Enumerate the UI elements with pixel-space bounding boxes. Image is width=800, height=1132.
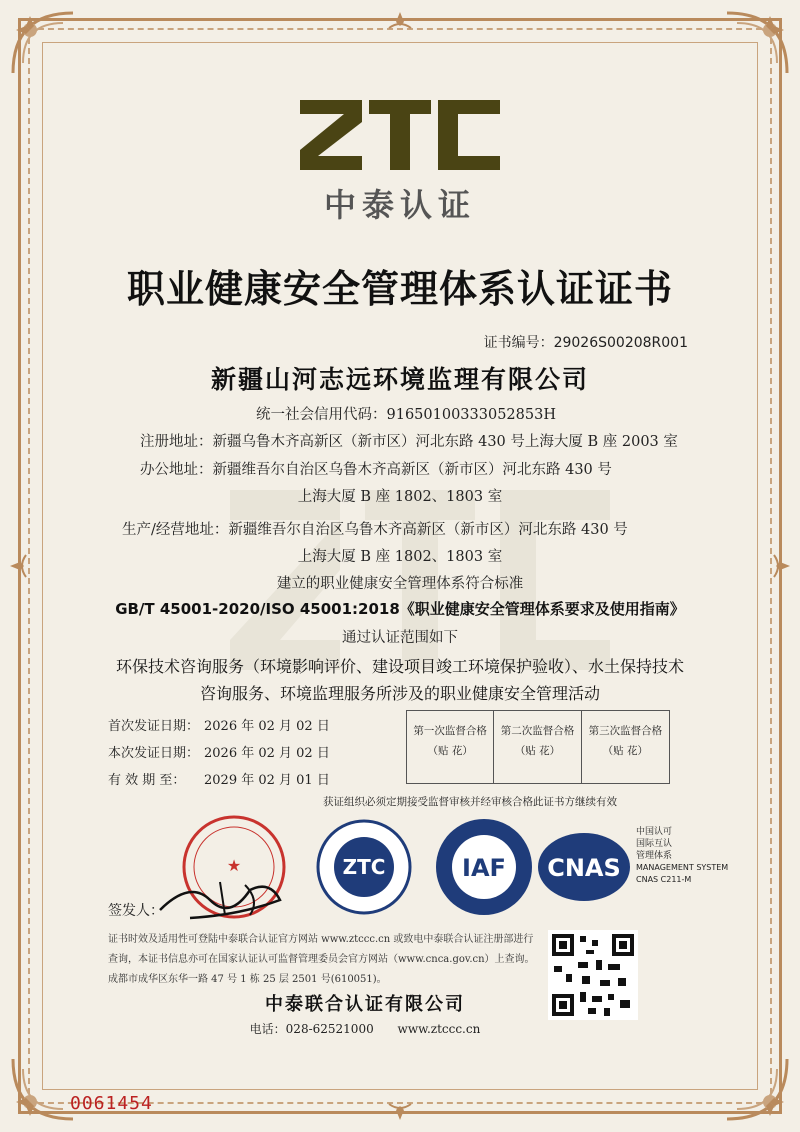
cnas-line-4: MANAGEMENT SYSTEM xyxy=(636,863,729,872)
office-address-line-2: 上海大厦 B 座 1802、1803 室 xyxy=(297,489,503,505)
logo-name: 中泰认证 xyxy=(323,186,476,224)
corner-ornament-icon xyxy=(722,8,792,78)
supervision-title: 第二次监督合格 xyxy=(500,725,575,737)
phone: 电话：028-62521000 xyxy=(249,1022,374,1036)
current-issue-label: 本次发证日期： xyxy=(108,746,200,761)
supervision-title: 第三次监督合格 xyxy=(588,725,663,737)
current-issue-date: 2026 年 02 月 02 日 xyxy=(204,746,330,761)
supervision-stamp: （贴 花） xyxy=(514,745,561,757)
office-address-line-1: 办公地址：新疆维吾尔自治区乌鲁木齐高新区（新市区）河北东路 430 号 xyxy=(140,462,612,478)
standard-reference: GB/T 45001-2020/ISO 45001:2018《职业健康安全管理体系要求及使用指南》 xyxy=(115,600,685,618)
registered-address: 注册地址：新疆乌鲁木齐高新区（新市区）河北东路 430 号上海大厦 B 座 2003 室 xyxy=(140,434,678,450)
production-address-line-1: 生产/经营地址：新疆维吾尔自治区乌鲁木齐高新区（新市区）河北东路 430 号 xyxy=(122,522,628,538)
certificate-title: 职业健康安全管理体系认证证书 xyxy=(126,267,673,311)
scope-line-2: 咨询服务、环境监理服务所涉及的职业健康安全管理活动 xyxy=(199,684,600,703)
corner-ornament-icon xyxy=(8,1054,78,1124)
handwritten-signature xyxy=(150,870,310,926)
cnas-line-3: 管理体系 xyxy=(636,851,673,861)
first-issue-date: 2026 年 02 月 02 日 xyxy=(204,719,330,734)
svg-text:★: ★ xyxy=(226,856,242,875)
verification-line-1: 证书时效及适用性可登陆中泰联合认证官方网站 www.ztccc.cn 或致电中泰联合认证注册部进行 xyxy=(108,934,534,945)
credit-code: 统一社会信用代码：91650100333052853H xyxy=(256,407,556,423)
ztc-badge xyxy=(318,821,410,913)
website-link[interactable]: www.ztccc.cn xyxy=(397,1022,481,1036)
supervision-cell-1 xyxy=(407,711,494,783)
cnas-mark: CNAS xyxy=(547,854,621,882)
supervision-note: 获证组织必须定期接受监督审核并经审核合格此证书方继续有效 xyxy=(323,796,617,808)
issuer-company: 中泰联合认证有限公司 xyxy=(265,994,465,1015)
issuer-contact xyxy=(0,1020,730,1037)
ztc-badge-mark: ZTC xyxy=(342,855,386,879)
first-issue-label: 首次发证日期： xyxy=(108,719,200,734)
company-address: 成都市成华区东华一路 47 号 1 栋 25 层 2501 号(610051)。 xyxy=(108,974,387,985)
conformity-statement: 建立的职业健康安全管理体系符合标准 xyxy=(276,576,524,592)
valid-until-row xyxy=(108,767,330,794)
issue-dates xyxy=(108,713,330,794)
ztc-logo-mark xyxy=(300,100,500,170)
verification-line-2: 查询，本证书信息亦可在国家认证认可监督管理委员会官方网站（www.cnca.gov.cn）上查询。 xyxy=(108,954,535,965)
cnas-line-5: CNAS C211-M xyxy=(636,875,692,884)
qr-code-icon xyxy=(548,930,638,1020)
serial-number: 0061454 xyxy=(70,1093,153,1114)
supervision-table xyxy=(406,710,670,784)
first-issue-row xyxy=(108,713,330,740)
supervision-cell-3 xyxy=(582,711,669,783)
scope-intro: 通过认证范围如下 xyxy=(342,630,458,646)
corner-ornament-icon xyxy=(8,8,78,78)
ztc-logo xyxy=(300,100,500,224)
supervision-stamp: （贴 花） xyxy=(427,745,473,757)
fleur-ornament-icon xyxy=(385,10,415,40)
valid-until-label: 有 效 期 至： xyxy=(108,773,186,788)
supervision-title: 第一次监督合格 xyxy=(413,725,487,737)
production-address-line-2: 上海大厦 B 座 1802、1803 室 xyxy=(297,549,503,565)
valid-until-date: 2029 年 02 月 01 日 xyxy=(204,773,330,788)
scope-line-1: 环保技术咨询服务（环境影响评价、建设项目竣工环境保护验收）、水土保持技术 xyxy=(115,657,684,676)
cnas-line-1: 中国认可 xyxy=(636,827,673,837)
company-name: 新疆山河志远环境监理有限公司 xyxy=(210,365,589,394)
iaf-mark: IAF xyxy=(462,854,506,882)
supervision-cell-2 xyxy=(494,711,581,783)
supervision-stamp: （贴 花） xyxy=(602,745,648,757)
signer-label: 签发人： xyxy=(108,903,164,919)
corner-ornament-icon xyxy=(722,1054,792,1124)
cnas-badge xyxy=(538,825,728,901)
current-issue-row xyxy=(108,740,330,767)
certificate-number: 证书编号：29026S00208R001 xyxy=(483,335,688,351)
fleur-ornament-icon xyxy=(385,1092,415,1122)
iaf-badge xyxy=(436,819,532,915)
cnas-line-2: 国际互认 xyxy=(636,839,673,849)
